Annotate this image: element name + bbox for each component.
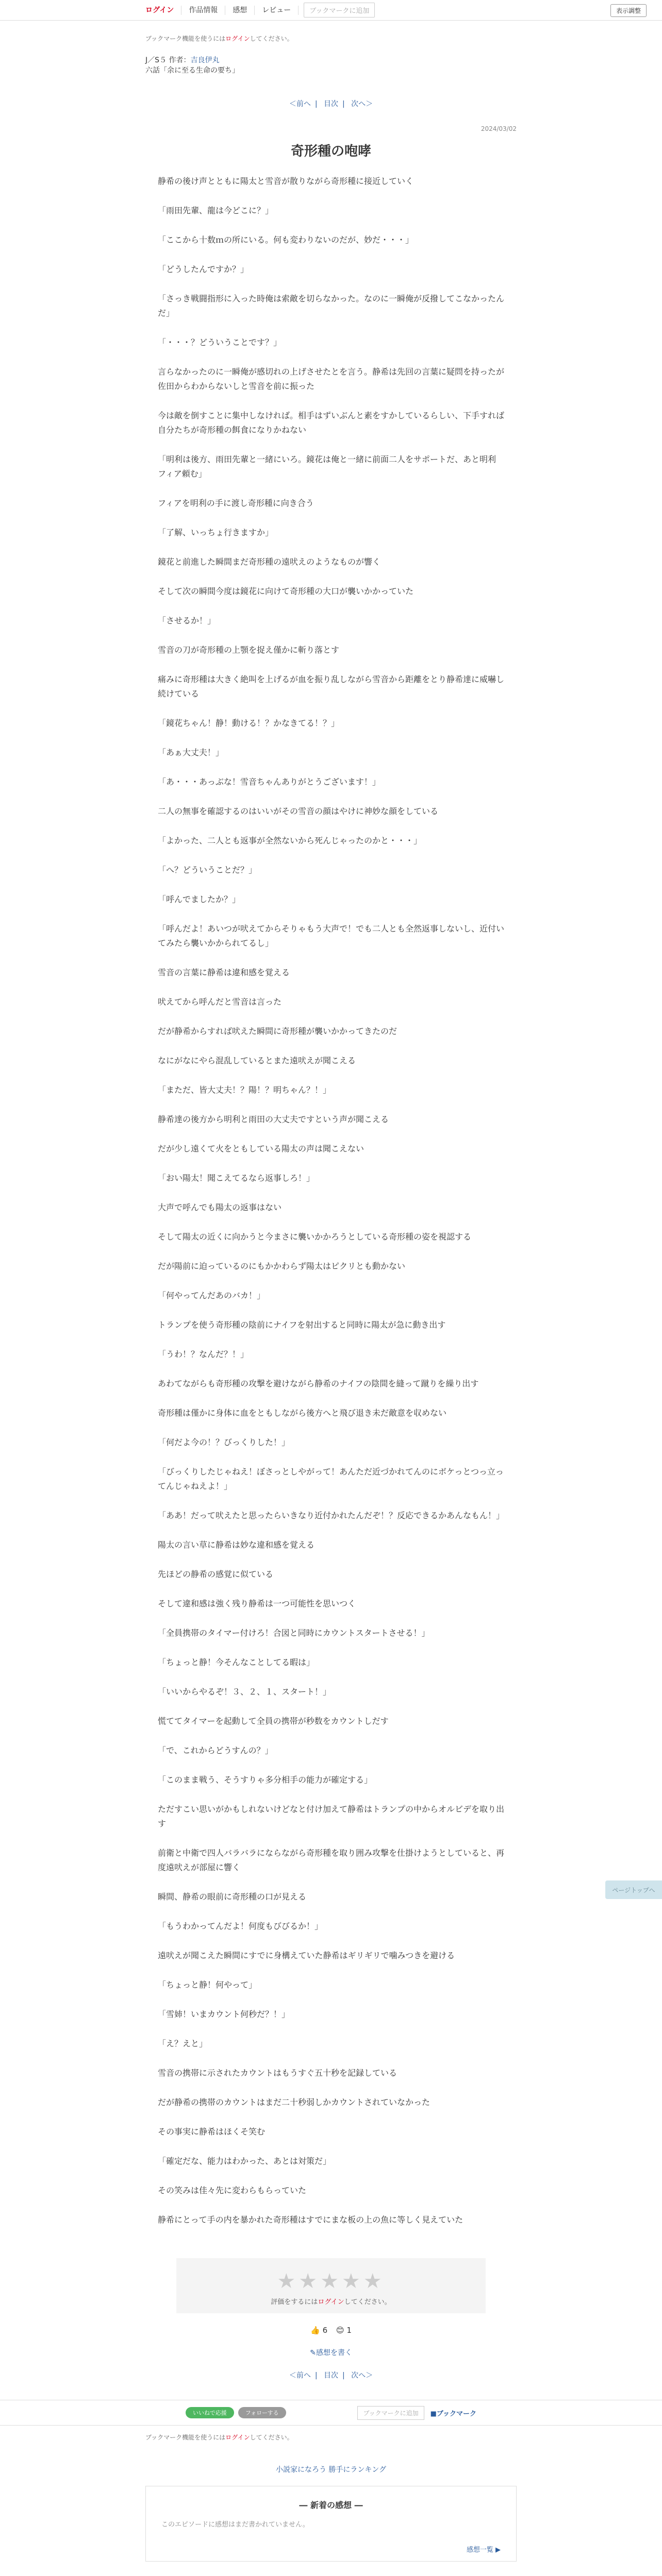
- footer-content: [145, 2433, 517, 2576]
- novel-paragraph: 「びっくりしたじゃねえ！ぼさっとしやがって！あんただ近づかれてんのにボケっとつっ立ってんじゃねえよ！」: [158, 1467, 504, 1491]
- novel-paragraph: その事実に静希はほくそ笑む: [158, 2127, 266, 2137]
- prev-link[interactable]: ＜前へ: [289, 100, 311, 108]
- novel-paragraph: 「・・・？どういうことです？」: [158, 337, 282, 347]
- next-link-bottom[interactable]: 次へ＞: [351, 2371, 373, 2380]
- novel-paragraph: 大声で呼んでも陽太の返事はない: [158, 1202, 282, 1212]
- novel-paragraph: 奇形種は僅かに身体に血をともしながら後方へと飛び退き未だ敵意を収めない: [158, 1408, 447, 1418]
- novel-paragraph: だが少し遠くて火をともしている陽太の声は聞こえない: [158, 1144, 365, 1154]
- novel-paragraph: 「全員携帯のタイマー付けろ！合図と同時にカウントスタートさせる！」: [158, 1628, 430, 1638]
- novel-paragraph: 「鏡花ちゃん！静！動ける！？かなきてる！？」: [158, 718, 340, 728]
- smile-icon: 😊: [336, 2326, 344, 2335]
- novel-paragraph: 「了解、いっちょ行きますか」: [158, 528, 274, 537]
- author-link[interactable]: 吉良伊丸: [190, 56, 220, 64]
- novel-paragraph: 静希達の後方から明利と雨田の大丈夫ですという声が聞こえる: [158, 1114, 389, 1124]
- bookmark-login-link[interactable]: ログイン: [225, 35, 250, 42]
- thumbs-up-reaction[interactable]: [310, 2326, 327, 2335]
- novel-paragraph: 言らなかったのに一瞬俺が感切れの上げさせたとを言う。静希は先回の言葉に疑問を持ったが佐田からわからないしと雪音を前に振った: [158, 367, 505, 391]
- novel-paragraph: 瞬間、静希の眼前に奇形種の口が見える: [158, 1892, 307, 1902]
- novel-paragraph: 痛みに奇形種は大きく絶叫を上げるが血を振り乱しながら雪音から距離をとり静希達に威嚇し続けている: [158, 674, 505, 699]
- novel-paragraph: 遠吠えが聞こえた瞬間にすでに身構えていた静希はギリギリで噛みつきを避ける: [158, 1951, 455, 1960]
- reviews-list-link[interactable]: 感想一覧 ▶: [466, 2546, 501, 2554]
- bookmark-note-after-2: してください。: [250, 2434, 293, 2441]
- novel-paragraph: 「うわ！？なんだ？！」: [158, 1349, 249, 1359]
- novel-paragraph: 陽太の言い草に静希は妙な違和感を覚える: [158, 1540, 315, 1550]
- pager-bottom: ＜前へ | 目次 | 次へ＞: [289, 2371, 373, 2380]
- rating-login-note: [176, 2296, 486, 2306]
- rating-stars[interactable]: ★★★★★: [277, 2269, 385, 2293]
- rating-note-text: 評価をするには: [271, 2298, 318, 2306]
- bookmark-add-button[interactable]: ブックマークに追加: [304, 3, 375, 18]
- novel-paragraph: 雪音の言葉に静希は違和感を覚える: [158, 968, 290, 977]
- work-info-link[interactable]: 作品情報: [181, 6, 225, 15]
- bookmark-note-text: ブックマーク機能を使うには: [145, 35, 226, 42]
- novel-paragraph: 「ちょっと静！今そんなことしてる暇は」: [158, 1657, 315, 1667]
- thoughts-link[interactable]: 感想: [225, 6, 255, 15]
- rating-box: [176, 2258, 486, 2313]
- novel-paragraph: フィアを明利の手に渡し奇形種に向き合う: [158, 498, 314, 508]
- novel-paragraph: だが陽前に迫っているのにもかかわらず陽太はピクリとも動かない: [158, 1261, 406, 1271]
- novel-paragraph: なにがなにやら混乱しているとまた遠吠えが聞こえる: [158, 1056, 356, 1065]
- novel-paragraph: 「もうわかってんだよ！何度もびびるか！」: [158, 1921, 323, 1931]
- toc-link[interactable]: 目次: [324, 100, 338, 108]
- novel-paragraph: 「あぁ大丈夫！」: [158, 748, 224, 757]
- novel-paragraph: そして陽太の近くに向かうと今まさに襲いかかろうとしている奇形種の姿を視認する: [158, 1232, 472, 1242]
- novel-paragraph: 静希にとって手の内を暴かれた奇形種はすでにまな板の上の魚に等しく見えていた: [158, 2215, 464, 2225]
- bookmark-login-note-bottom: [145, 2433, 517, 2442]
- novel-paragraph: 先ほどの静希の感覚に似ている: [158, 1569, 274, 1579]
- novel-paragraph: 「何やってんだあのバカ！」: [158, 1291, 266, 1300]
- pager-top: ＜前へ | 目次 | 次へ＞: [289, 100, 373, 108]
- novel-paragraph: 「呼んだよ！あいつが吠えてからそりゃもう大声で！でも二人とも全然返事しないし、近付いてみたら襲いかかられてるし」: [158, 924, 505, 948]
- novel-paragraph: 吠えてから呼んだと雪音は言った: [158, 997, 282, 1007]
- main-content: [145, 34, 517, 2380]
- smile-count: 1: [346, 2326, 352, 2335]
- bookmark-link[interactable]: ■ブックマーク: [430, 2410, 476, 2418]
- action-bar: [0, 2400, 662, 2426]
- novel-paragraph: 「いいからやるぞ！３、２、１、スタート！」: [158, 1687, 332, 1697]
- novel-paragraph: 「雨田先輩、龍は今どこに？」: [158, 206, 274, 215]
- novel-paragraph: そして次の瞬間今度は鏡花に向けて奇形種の大口が襲いかかっていた: [158, 586, 414, 596]
- top-nav-bar: [0, 0, 662, 21]
- new-reviews-empty: このエピソードに感想はまだ書かれていません。: [161, 2521, 309, 2529]
- ranking-link[interactable]: 小説家になろう 勝手にランキング: [275, 2466, 387, 2474]
- novel-paragraph: 二人の無事を確認するのはいいがその雪音の顔はやけに神妙な顔をしている: [158, 806, 439, 816]
- novel-paragraph: 「確定だな、能力はわかった、あとは対策だ」: [158, 2156, 332, 2166]
- novel-paragraph: 雪音の刀が奇形種の上顎を捉え僅かに斬り落とす: [158, 645, 340, 655]
- publish-date: 2024/03/02: [481, 125, 517, 132]
- novel-paragraph: 「ああ！だって吠えたと思ったらいきなり近付かれたんだぞ！？反応できるかあんなもん！」: [158, 1511, 505, 1520]
- novel-paragraph: 静希の後け声とともに陽太と雪音が散りながら奇形種に接近していく: [158, 176, 414, 186]
- rating-note-after: してください。: [344, 2298, 391, 2306]
- chapter-title: 奇形種の咆哮: [290, 144, 371, 159]
- next-link[interactable]: 次へ＞: [351, 100, 373, 108]
- novel-paragraph: 「ちょっと静！何やって」: [158, 1980, 257, 1990]
- novel-paragraph: だが静希の携帯のカウントはまだ二十秒弱しかカウントされていなかった: [158, 2097, 431, 2107]
- thumbs-up-count: 6: [322, 2326, 328, 2335]
- display-settings-button[interactable]: 表示調整: [610, 4, 647, 17]
- series-prefix: J／S５ 作者：: [145, 56, 191, 64]
- novel-paragraph: 雪音の携帯に示されたカウントはもうすぐ五十秒を記録している: [158, 2068, 398, 2078]
- write-review-link[interactable]: ✎感想を書く: [310, 2349, 352, 2357]
- toc-link-bottom[interactable]: 目次: [324, 2371, 338, 2380]
- like-tag[interactable]: いいねで応援: [186, 2407, 234, 2418]
- bookmark-add-button-bottom[interactable]: ブックマークに追加: [357, 2406, 424, 2420]
- bookmark-note-text-after: してください。: [250, 35, 293, 42]
- bookmark-login-link-2[interactable]: ログイン: [225, 2434, 250, 2441]
- novel-paragraph: 鏡花と前進した瞬間まだ奇形種の遠吠えのようなものが響く: [158, 557, 381, 567]
- reactions: [145, 2326, 517, 2335]
- rating-login-link[interactable]: ログイン: [318, 2298, 344, 2306]
- novel-paragraph: 慌ててタイマーを起動して全員の携帯が秒数をカウントしだす: [158, 1716, 389, 1726]
- smile-reaction[interactable]: [336, 2326, 352, 2335]
- novel-body: [145, 174, 517, 2227]
- novel-paragraph: 「どうしたんですか？」: [158, 264, 249, 274]
- new-reviews-box: [145, 2486, 517, 2562]
- novel-paragraph: 今は敵を倒すことに集中しなければ。相手はずいぶんと素をすかしているらしい、下手すれば自分たちが奇形種の餌食になりかねない: [158, 411, 505, 435]
- bookmark-note-text-2: ブックマーク機能を使うには: [145, 2434, 226, 2441]
- novel-paragraph: ただすこい思いがかもしれないけどなと付け加えて静希はトランプの中からオルビデを取り出す: [158, 1804, 505, 1828]
- novel-paragraph: 「よかった、二人とも返事が全然ないから死んじゃったのかと・・・」: [158, 836, 422, 845]
- novel-paragraph: 「さっき戦闘指形に入った時俺は索敵を切らなかった。なのに一瞬俺が反撥してこなかったんだ」: [158, 294, 505, 318]
- novel-paragraph: 「おい陽太！聞こえてるなら返事しろ！」: [158, 1173, 315, 1183]
- bookmark-login-note: [145, 34, 517, 43]
- series-author-line: [145, 55, 517, 65]
- novel-paragraph: 「で、これからどうすんの？」: [158, 1745, 273, 1755]
- novel-paragraph: 「明利は後方、雨田先輩と一緒にいろ。鏡花は俺と一緒に前面二人をサポートだ、あと明利フィア頼む」: [158, 454, 496, 479]
- novel-paragraph: トランプを使う奇形種の陰前にナイフを射出すると同時に陽太が急に動き出す: [158, 1320, 446, 1330]
- series-chapter-line: 六話「余に至る生命の要ち」: [145, 66, 239, 75]
- novel-paragraph: 「え？えと」: [158, 2039, 208, 2048]
- novel-paragraph: 「呼んでましたか？」: [158, 894, 241, 904]
- novel-paragraph: そして違和感は強く残り静希は一つ可能性を思いつく: [158, 1599, 356, 1608]
- page-top-tab[interactable]: ページトップへ: [605, 1880, 662, 1899]
- novel-paragraph: あわてながらも奇形種の攻撃を避けながら静希のナイフの陰間を縫って蹴りを繰り出す: [158, 1379, 479, 1388]
- novel-paragraph: 「へ？どういうことだ？」: [158, 865, 257, 875]
- novel-paragraph: その笑みは佳々先に変わらもらっていた: [158, 2185, 307, 2195]
- novel-paragraph: 「まただ、皆大丈夫！？陽！？明ちゃん？！」: [158, 1085, 332, 1095]
- novel-paragraph: 「させるか！」: [158, 616, 216, 625]
- login-link[interactable]: ログイン: [145, 6, 181, 15]
- prev-link-bottom[interactable]: ＜前へ: [289, 2371, 311, 2380]
- follow-tag[interactable]: フォローする: [238, 2407, 286, 2418]
- novel-paragraph: 「このまま戦う、そうすりゃ多分相手の能力が確定する」: [158, 1775, 373, 1785]
- thumbs-up-icon: 👍: [310, 2326, 320, 2335]
- review-link[interactable]: レビュー: [255, 6, 299, 15]
- novel-paragraph: 前衛と中衛で四人バラバラにならながら奇形種を取り囲み攻撃を仕掛けようとしていると、再度遠吠えが部屋に響く: [158, 1848, 505, 1872]
- novel-paragraph: 「雪姉！いまカウント何秒だ？！」: [158, 2009, 290, 2019]
- novel-paragraph: 「ここから十数ｍの所にいる。何も変わりないのだが、妙だ・・・」: [158, 235, 414, 245]
- novel-paragraph: だが静希からすれば吠えた瞬間に奇形種が襲いかかってきたのだ: [158, 1026, 398, 1036]
- novel-paragraph: 「何だよ今の！？びっくりした！」: [158, 1437, 290, 1447]
- novel-paragraph: 「あ・・・あっぶな！雪音ちゃんありがとうございます！」: [158, 777, 380, 787]
- series-info: [145, 55, 517, 76]
- new-reviews-title: ― 新着の感想 ―: [299, 2500, 363, 2510]
